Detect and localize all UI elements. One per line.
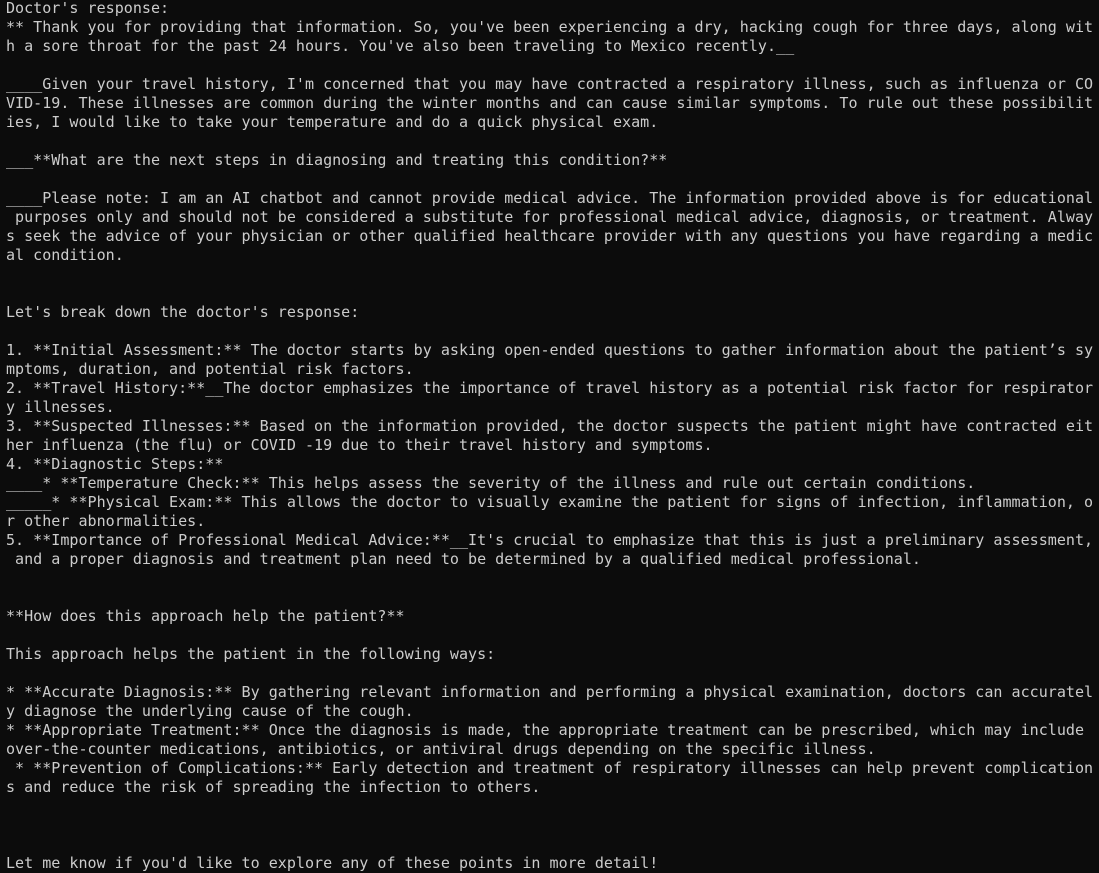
terminal-line: This approach helps the patient in the following ways: [6,645,496,663]
terminal-line: Let's break down the doctor's response: [6,303,360,321]
terminal-line: **How does this approach help the patient?** [6,607,405,625]
terminal-line [6,626,1095,645]
terminal-line [6,797,1095,816]
terminal-line: her influenza (the flu) or COVID -19 due to their travel history and symptoms. [6,436,713,454]
terminal-line: 3. **Suspected Illnesses:** Based on the information provided, the doctor suspects the patient might have contracted eit [6,417,1094,435]
terminal-line: 2. **Travel History:**__The doctor emphasizes the importance of travel history as a potential risk factor for respirator [6,379,1094,397]
terminal-line: mptoms, duration, and potential risk factors. [6,360,414,378]
terminal-line: ____Given your travel history, I'm concerned that you may have contracted a respiratory illness, such as influenza or CO [6,75,1094,93]
terminal-line: purposes only and should not be considered a substitute for professional medical advice, diagnosis, or treatment. Alway [6,208,1094,226]
terminal-output[interactable] [6,0,1095,873]
terminal-line: ___**What are the next steps in diagnosing and treating this condition?** [6,151,668,169]
terminal-line [6,322,1095,341]
terminal-line [6,835,1095,854]
terminal-line: ____Please note: I am an AI chatbot and cannot provide medical advice. The information provided above is for educational [6,189,1094,207]
terminal-line [6,132,1095,151]
terminal-line: y diagnose the underlying cause of the cough. [6,702,414,720]
terminal-line: r other abnormalities. [6,512,206,530]
terminal-line [6,56,1095,75]
terminal-line: * **Appropriate Treatment:** Once the diagnosis is made, the appropriate treatment can be prescribed, which may include [6,721,1085,739]
terminal-line: y illnesses. [6,398,115,416]
terminal-line [6,664,1095,683]
terminal-line: al condition. [6,246,124,264]
terminal-line: ies, I would like to take your temperature and do a quick physical exam. [6,113,659,131]
terminal-line: * **Prevention of Complications:** Early detection and treatment of respiratory illnesses can help prevent complication [6,759,1094,777]
terminal-line: and a proper diagnosis and treatment plan need to be determined by a qualified medical professional. [6,550,921,568]
terminal-line [6,265,1095,284]
terminal-line: ** Thank you for providing that information. So, you've been experiencing a dry, hacking cough for three days, along wit [6,18,1094,36]
terminal-line: 1. **Initial Assessment:** The doctor starts by asking open-ended questions to gather information about the patient’s sy [6,341,1094,359]
terminal-line: Doctor's response: [6,0,170,17]
terminal-line [6,588,1095,607]
terminal-line [6,170,1095,189]
terminal-line: h a sore throat for the past 24 hours. You've also been traveling to Mexico recently.__ [6,37,795,55]
terminal-line: ____* **Temperature Check:** This helps assess the severity of the illness and rule out certain conditions. [6,474,976,492]
terminal-line: * **Accurate Diagnosis:** By gathering relevant information and performing a physical examination, doctors can accuratel [6,683,1094,701]
terminal-line: 5. **Importance of Professional Medical Advice:**__It's crucial to emphasize that this is just a preliminary assessment, [6,531,1094,549]
terminal-line: s seek the advice of your physician or other qualified healthcare provider with any questions you have regarding a medic [6,227,1094,245]
terminal-line: Let me know if you'd like to explore any of these points in more detail! [6,854,659,872]
terminal-line: _____* **Physical Exam:** This allows the doctor to visually examine the patient for signs of infection, inflammation, o [6,493,1094,511]
terminal-line: 4. **Diagnostic Steps:** [6,455,224,473]
terminal-line [6,284,1095,303]
terminal-line [6,816,1095,835]
terminal-line: VID-19. These illnesses are common during the winter months and can cause similar symptoms. To rule out these possibilit [6,94,1094,112]
terminal-line: over-the-counter medications, antibiotics, or antiviral drugs depending on the specific illness. [6,740,876,758]
terminal-line [6,569,1095,588]
terminal-line: s and reduce the risk of spreading the infection to others. [6,778,541,796]
